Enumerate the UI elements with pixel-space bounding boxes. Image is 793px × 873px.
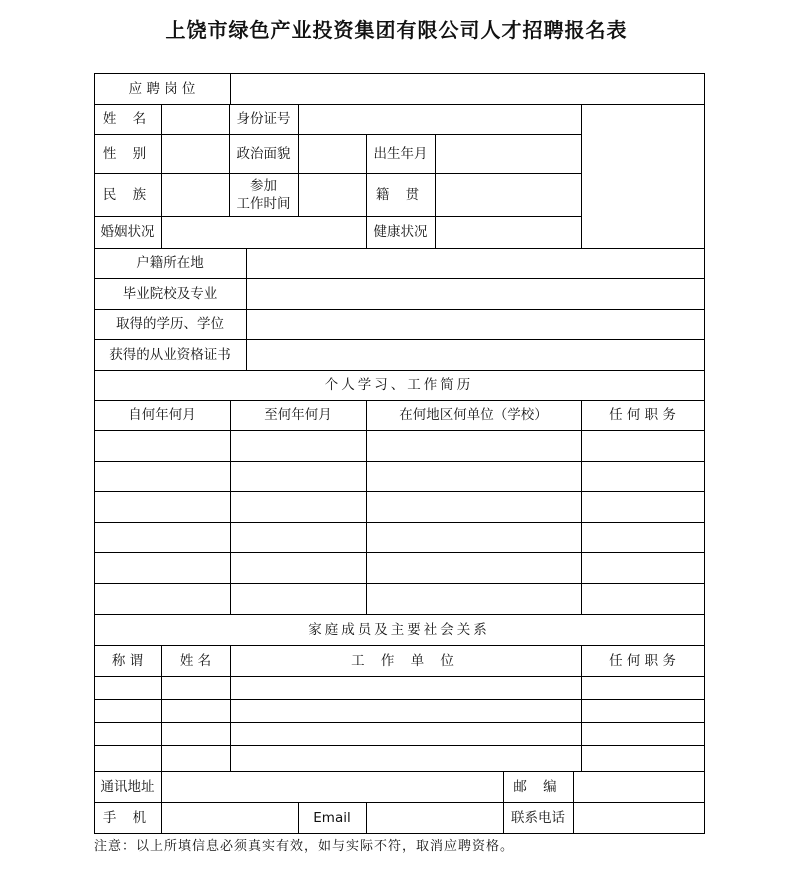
history-cell[interactable] [95, 492, 230, 522]
label-gender: 性 别 [102, 145, 153, 162]
history-cell[interactable] [95, 431, 230, 461]
table-rule [94, 833, 705, 834]
history-cell[interactable] [367, 431, 581, 461]
history-cell[interactable] [582, 492, 704, 522]
family-cell[interactable] [95, 700, 161, 722]
household-registration-field[interactable] [247, 249, 704, 278]
history-cell[interactable] [367, 584, 581, 614]
history-cell[interactable] [231, 462, 366, 491]
family-cell[interactable] [582, 723, 704, 745]
history-cell[interactable] [582, 462, 704, 491]
history-cell[interactable] [367, 462, 581, 491]
label-marital-status: 婚姻状况 [100, 224, 155, 240]
family-cell[interactable] [95, 723, 161, 745]
label-native-place: 籍 贯 [375, 186, 426, 203]
family-col-header: 任 何 职 务 [609, 652, 676, 669]
history-cell[interactable] [231, 553, 366, 583]
label-ethnicity: 民 族 [102, 186, 153, 203]
family-col-header: 工 作 单 位 [351, 652, 460, 669]
history-cell[interactable] [582, 584, 704, 614]
history-cell[interactable] [367, 492, 581, 522]
family-cell[interactable] [582, 700, 704, 722]
political-status-field[interactable] [299, 135, 366, 173]
label-household-registration: 户籍所在地 [136, 255, 204, 271]
form-note: 注意：以上所填信息必须真实有效，如与实际不符，取消应聘资格。 [94, 839, 515, 854]
family-col-header: 称 谓 [111, 652, 144, 669]
history-cell[interactable] [231, 492, 366, 522]
history-cell[interactable] [367, 553, 581, 583]
work-start-time-field[interactable] [299, 174, 366, 216]
history-cell[interactable] [582, 431, 704, 461]
label-work-start-line2: 工作时间 [236, 195, 291, 212]
label-phone: 联系电话 [511, 809, 565, 826]
history-section-title: 个人学习、工作简历 [324, 377, 474, 393]
label-work-start-time [229, 173, 298, 216]
family-col-header: 姓 名 [179, 652, 212, 669]
family-cell[interactable] [231, 700, 581, 722]
history-col-header: 在何地区何单位（学校） [399, 407, 548, 423]
label-mobile: 手 机 [102, 809, 153, 826]
history-cell[interactable] [582, 553, 704, 583]
photo-box[interactable] [582, 105, 704, 248]
history-cell[interactable] [582, 523, 704, 552]
history-col-header: 任 何 职 务 [609, 407, 676, 423]
history-cell[interactable] [95, 462, 230, 491]
family-cell[interactable] [162, 677, 230, 699]
email-field[interactable] [367, 803, 503, 833]
family-cell[interactable] [95, 746, 161, 771]
position-applied-field[interactable] [231, 74, 704, 104]
history-cell[interactable] [95, 553, 230, 583]
history-cell[interactable] [95, 584, 230, 614]
label-postcode: 邮 编 [513, 778, 563, 795]
family-cell[interactable] [231, 677, 581, 699]
address-field[interactable] [162, 772, 503, 802]
family-cell[interactable] [95, 677, 161, 699]
family-cell[interactable] [162, 700, 230, 722]
graduated-school-field[interactable] [247, 279, 704, 309]
history-cell[interactable] [95, 523, 230, 552]
family-cell[interactable] [162, 746, 230, 771]
history-cell[interactable] [231, 523, 366, 552]
label-birth-date: 出生年月 [373, 145, 428, 162]
family-cell[interactable] [231, 723, 581, 745]
label-degree: 取得的学历、学位 [116, 316, 224, 332]
label-graduated-school: 毕业院校及专业 [122, 285, 218, 302]
history-col-header: 至何年何月 [264, 407, 332, 423]
label-political-status: 政治面貌 [236, 145, 291, 162]
native-place-field[interactable] [436, 174, 581, 216]
mobile-field[interactable] [162, 803, 298, 833]
table-rule [704, 73, 705, 834]
label-email: Email [313, 809, 351, 826]
label-certificates: 获得的从业资格证书 [109, 346, 231, 363]
health-status-field[interactable] [436, 217, 581, 248]
label-health-status: 健康状况 [373, 224, 428, 240]
label-id-number: 身份证号 [236, 111, 291, 127]
family-cell[interactable] [231, 746, 581, 771]
certificates-field[interactable] [247, 340, 704, 370]
name-field[interactable] [162, 105, 229, 134]
history-col-header: 自何年何月 [128, 407, 196, 423]
phone-field[interactable] [574, 803, 704, 833]
family-cell[interactable] [582, 746, 704, 771]
history-cell[interactable] [231, 584, 366, 614]
family-cell[interactable] [582, 677, 704, 699]
label-address: 通讯地址 [100, 778, 155, 795]
id-number-field[interactable] [299, 105, 581, 134]
postcode-field[interactable] [574, 772, 704, 802]
history-cell[interactable] [231, 431, 366, 461]
label-position-applied: 应 聘 岗 位 [128, 80, 196, 97]
ethnicity-field[interactable] [162, 174, 229, 216]
gender-field[interactable] [162, 135, 229, 173]
family-cell[interactable] [162, 723, 230, 745]
history-cell[interactable] [367, 523, 581, 552]
label-work-start-line1: 参加 [250, 177, 277, 194]
degree-field[interactable] [247, 310, 704, 339]
label-name: 姓 名 [102, 111, 153, 127]
family-section-title: 家庭成员及主要社会关系 [308, 621, 490, 638]
form-title: 上饶市绿色产业投资集团有限公司人才招聘报名表 [165, 18, 628, 42]
birth-date-field[interactable] [436, 135, 581, 173]
marital-status-field[interactable] [162, 217, 366, 248]
